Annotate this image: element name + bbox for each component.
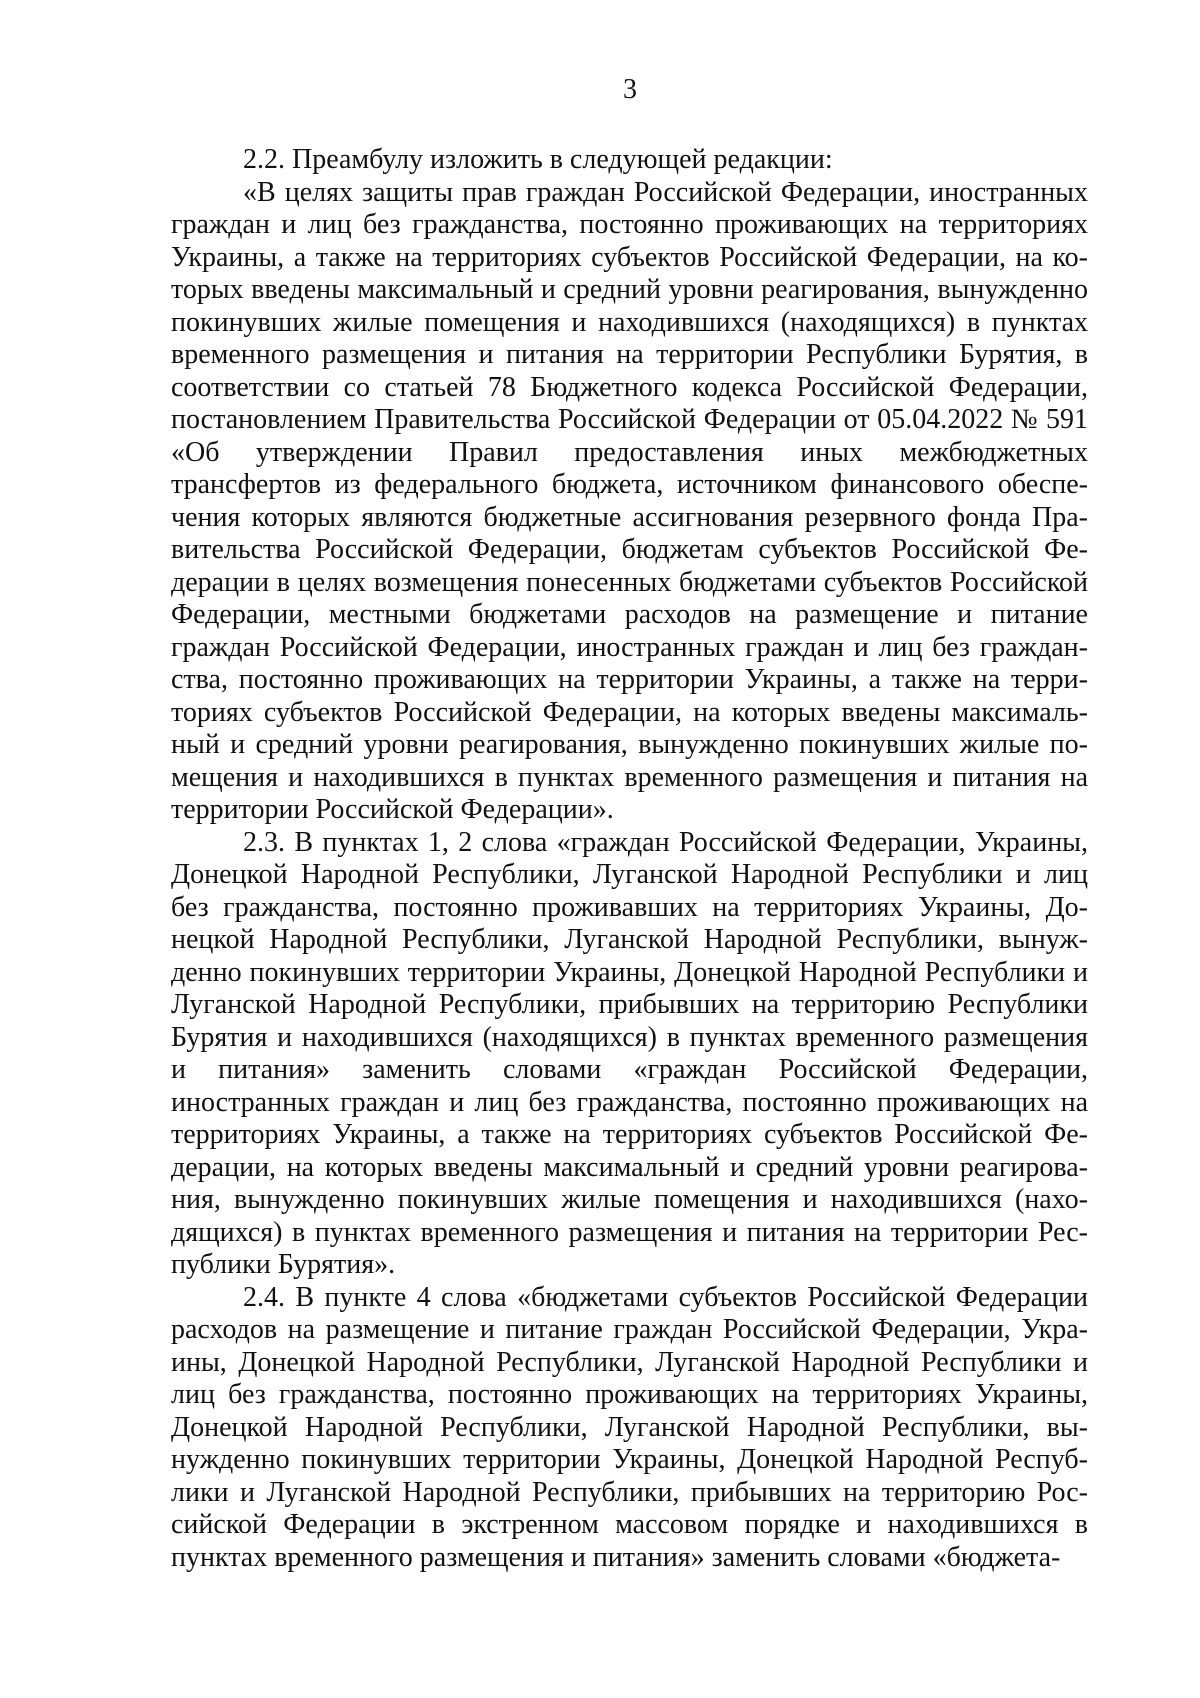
page-number: 3 bbox=[623, 74, 637, 105]
paragraph-2-2-heading: 2.2. Преамбулу изложить в следующей редакции: bbox=[243, 144, 833, 175]
document-body bbox=[171, 144, 1088, 1574]
paragraph-preamble-text: «В целях защиты прав граждан Российской Федерации, иностранных граждан и лиц без гражданства, постоянно проживающих на территориях Украины, а также на территориях субъектов Российской Федерации, на которых введены максимальный и средний уровни реагирования, вынужденно покинувших жилые помещения и находившихся (находящихся) в пунктах временного размещения и питания на территории Республики Бурятия, в соответствии со статьей 78 Бюджетного кодекса Российской Федерации, постановлением Правительства Российской Федерации от 05.04.2022 № 591 «Об утверждении Правил предоставления иных межбюджетных трансфертов из федерального бюджета, источником финансового обеспечения которых являются бюджетные ассигнования резервного фонда Правительства Российской Федерации, бюджетам субъектов Российской Федерации в целях возмещения понесенных бюджетами субъектов Российской Федерации, местными бюджетами расходов на размещение и питание граждан Российской Федерации, иностранных граждан и лиц без гражданства, постоянно проживающих на территории Украины, а также на территориях субъектов Российской Федерации, на которых введены максимальный и средний уровни реагирования, вынужденно покинувших жилые помещения и находившихся в пунктах временного размещения и питания на территории Российской Федерации». bbox=[171, 176, 1088, 825]
paragraph-2-4: 2.4. В пункте 4 слова «бюджетами субъектов Российской Федерации расходов на размещение и питание граждан Российской Федерации, Украины, Донецкой Народной Республики, Луганской Народной Республики и лиц без гражданства, постоянно проживающих на территориях Украины, Донецкой Народной Республики, Луганской Народной Республики, вынужденно покинувших территории Украины, Донецкой Народной Республики и Луганской Народной Республики, прибывших на территорию Российской Федерации в экстренном массовом порядке и находившихся в пунктах временного размещения и питания» заменить словами «бюджета- bbox=[171, 1281, 1088, 1573]
paragraph-2-3: 2.3. В пунктах 1, 2 слова «граждан Российской Федерации, Украины, Донецкой Народной Республики, Луганской Народной Республики и лиц без гражданства, постоянно проживавших на территориях Украины, Донецкой Народной Республики, Луганской Народной Республики, вынужденно покинувших территории Украины, Донецкой Народной Республики и Луганской Народной Республики, прибывших на территорию Республики Бурятия и находившихся (находящихся) в пунктах временного размещения и питания» заменить словами «граждан Российской Федерации, иностранных граждан и лиц без гражданства, постоянно проживающих на территориях Украины, а также на территориях субъектов Российской Федерации, на которых введены максимальный и средний уровни реагирования, вынужденно покинувших жилые помещения и находившихся (находящихся) в пунктах временного размещения и питания на территории Республики Бурятия». bbox=[171, 826, 1088, 1280]
